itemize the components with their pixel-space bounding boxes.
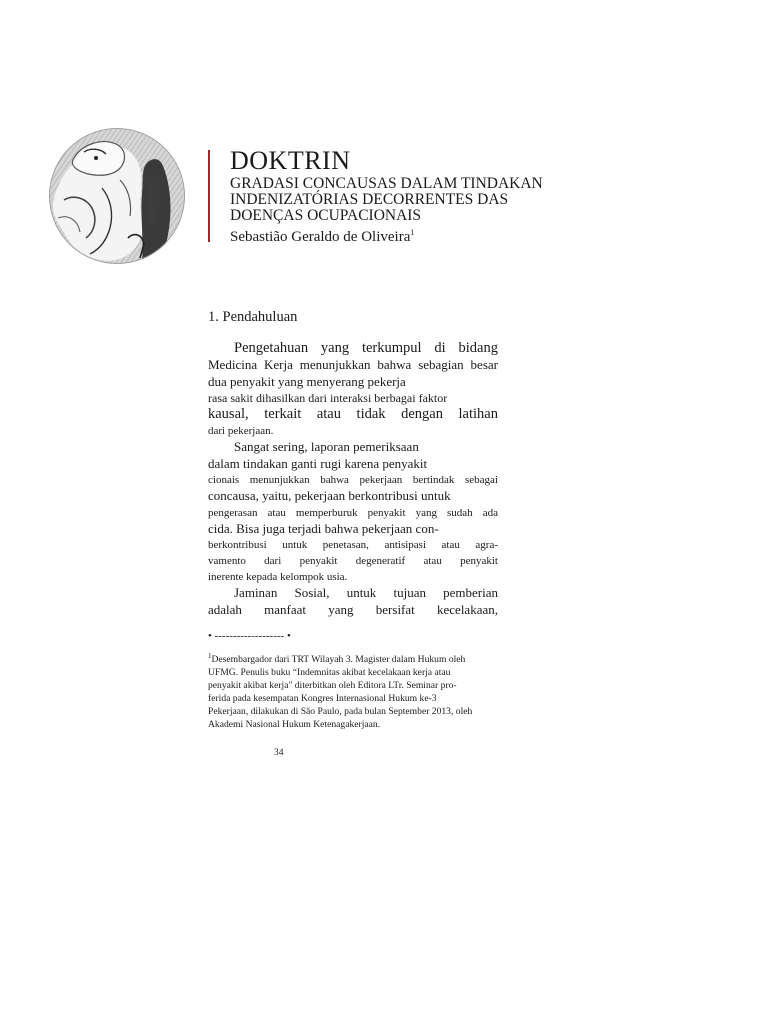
body-line: berkontribusi untuk penetasan, antisipasi atau agra- bbox=[208, 539, 498, 551]
page-number: 34 bbox=[274, 748, 284, 758]
section-kicker: DOKTRIN bbox=[230, 146, 351, 175]
body-line: Pengetahuan yang terkumpul di bidang bbox=[234, 340, 498, 356]
body-line: vamento dari penyakit degeneratif atau penyakit bbox=[208, 555, 498, 567]
footnote-line: ferida pada kesempatan Kongres Internasional Hukum ke-3 bbox=[208, 693, 437, 705]
body-line: dari pekerjaan. bbox=[208, 425, 274, 437]
body-line: rasa sakit dihasilkan dari interaksi berbagai faktor bbox=[208, 391, 448, 405]
footnote-divider: • ------------------- • bbox=[208, 630, 291, 642]
body-line: Jaminan Sosial, untuk tujuan pemberian bbox=[234, 585, 498, 600]
article-title-line: INDENIZATÓRIAS DECORRENTES DAS bbox=[230, 191, 509, 208]
body-line: kausal, terkait atau tidak dengan latihan bbox=[208, 406, 498, 422]
article-title-line: DOENÇAS OCUPACIONAIS bbox=[230, 207, 422, 224]
body-line: adalah manfaat yang bersifat kecelakaan, bbox=[208, 601, 498, 617]
body-line: Sangat sering, laporan pemeriksaan bbox=[234, 439, 419, 454]
footnote-line: Akademi Nasional Hukum Ketenagakerjaan. bbox=[208, 719, 381, 731]
body-line: cionais menunjukkan bahwa pekerjaan bertindak sebagai bbox=[208, 474, 498, 486]
accent-rule bbox=[208, 150, 210, 242]
footnote-line bbox=[208, 650, 492, 666]
article-title-line: GRADASI CONCAUSAS DALAM TINDAKAN bbox=[230, 175, 543, 192]
body-line: concausa, yaitu, pekerjaan berkontribusi untuk bbox=[208, 488, 451, 503]
article-body bbox=[208, 340, 498, 618]
article-header bbox=[230, 146, 550, 246]
body-line: Medicina Kerja menunjukkan bahwa sebagian besar bbox=[208, 357, 498, 372]
body-line: dua penyakit yang menyerang pekerja bbox=[208, 373, 406, 389]
body-line: pengerasan atau memperburuk penyakit yang sudah ada bbox=[208, 506, 498, 519]
body-line: dalam tindakan ganti rugi karena penyakit bbox=[208, 455, 428, 471]
author-name bbox=[230, 224, 550, 246]
footnote-line: penyakit akibat kerja" diterbitkan oleh Editora LTr. Seminar pro- bbox=[208, 680, 457, 692]
body-line: cida. Bisa juga terjadi bahwa pekerjaan con- bbox=[208, 520, 439, 536]
footnote bbox=[208, 650, 492, 731]
footnote-marker: 1 bbox=[410, 228, 415, 237]
body-line: inerente kepada kelompok usia. bbox=[208, 571, 348, 583]
footnote-line: UFMG. Penulis buku “Indemnitas akibat kecelakaan kerja atau bbox=[208, 667, 451, 679]
footnote-marker: 1 bbox=[208, 652, 212, 660]
statue-sketch-icon bbox=[44, 128, 190, 264]
footnote-text: Desembargador dari TRT Wilayah 3. Magister dalam Hukum oleh bbox=[211, 654, 466, 666]
author-name-text: Sebastião Geraldo de Oliveira bbox=[230, 229, 411, 245]
footnote-line: Pekerjaan, dilakukan di São Paulo, pada bulan September 2013, oleh bbox=[208, 706, 473, 718]
section-heading: 1. Pendahuluan bbox=[208, 309, 298, 325]
